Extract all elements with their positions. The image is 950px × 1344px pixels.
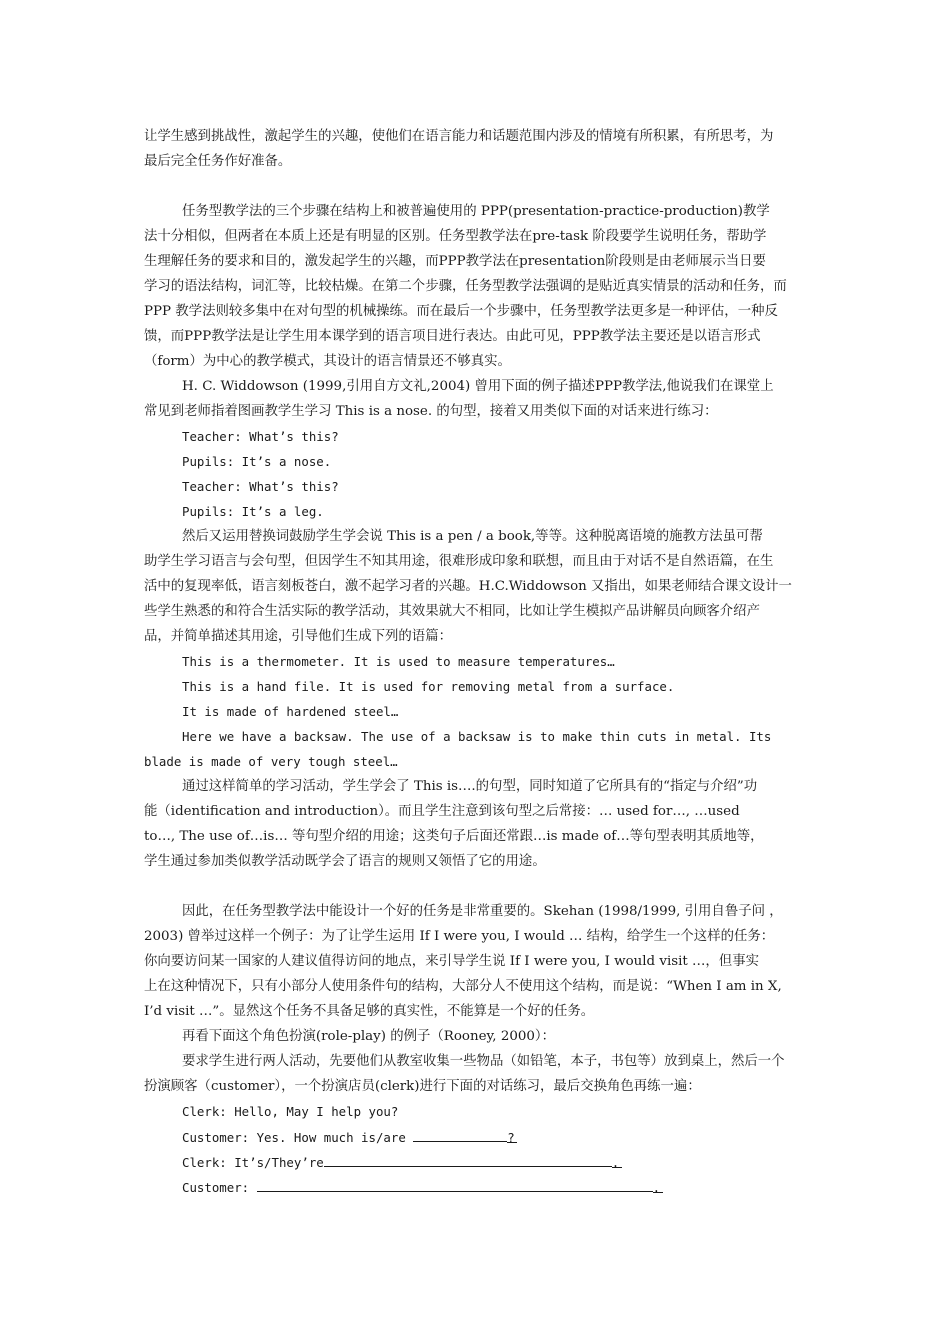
paragraph-line: 2003) 曾举过这样一个例子：为了让学生运用 If I were you, I would … 结构，给学生一个这样的任务：: [144, 929, 775, 944]
answer-blank: [413, 1128, 507, 1142]
period-mark: .: [653, 1179, 663, 1193]
paragraph-line: 让学生感到挑战性，激起学生的兴趣，使他们在语言能力和话题范围内涉及的情境有所积累，有所思考，为: [144, 129, 774, 144]
paragraph-line: 生理解任务的要求和目的，激发起学生的兴趣，而PPP教学法在presentation阶段则是由老师展示当日要: [144, 254, 766, 269]
paragraph-line: 通过这样简单的学习活动，学生学会了 This is….的句型，同时知道了它所具有的“指定与介绍”功: [182, 779, 758, 794]
answer-blank: [324, 1153, 612, 1167]
paragraph-line: 任务型教学法的三个步骤在结构上和被普遍使用的 PPP(presentation-practice-production)教学: [182, 204, 770, 219]
paragraph-line: 品，并简单描述其用途，引导他们生成下列的语篇：: [144, 629, 452, 644]
paragraph-line: 活中的复现率低，语言刻板苍白，激不起学习者的兴趣。H.C.Widdowson 又指出，如果老师结合课文设计一: [144, 579, 792, 594]
paragraph-line: 助学生学习语言与会句型，但因学生不知其用途，很难形成印象和联想，而且由于对话不是自然语篇，在生: [144, 554, 774, 569]
dialogue-text: Customer:: [182, 1180, 250, 1195]
question-mark: ?: [507, 1129, 517, 1143]
paragraph-line: I’d visit …”。显然这个任务不具备足够的真实性，不能算是一个好的任务。: [144, 1004, 595, 1019]
dialogue-blank-line: [182, 1178, 663, 1197]
dialogue-line: Pupils: It’s a leg.: [182, 504, 324, 519]
paragraph-line: 法十分相似，但两者在本质上还是有明显的区别。任务型教学法在pre-task 阶段要学生说明任务，帮助学: [144, 229, 767, 244]
paragraph-line: 上在这种情况下，只有小部分人使用条件句的结构，大部分人不使用这个结构，而是说：“When I am in X,: [144, 979, 782, 994]
paragraph-line: 馈，而PPP教学法是让学生用本课学到的语言项目进行表达。由此可见，PPP教学法主要还是以语言形式: [144, 329, 761, 344]
paragraph-line: 能（identification and introduction）。而且学生注意到该句型之后常接：… used for…, …used: [144, 804, 740, 819]
dialogue-line: Teacher: What’s this?: [182, 479, 339, 494]
dialogue-text: Clerk: It’s/They’re: [182, 1155, 324, 1170]
paragraph-line: 因此，在任务型教学法中能设计一个好的任务是非常重要的。Skehan (1998/1999, 引用自鲁子问 ，: [182, 904, 783, 919]
dialogue-blank-line: [182, 1128, 517, 1147]
example-line: This is a thermometer. It is used to measure temperatures…: [182, 654, 615, 669]
paragraph-line: 学生通过参加类似教学活动既学会了语言的规则又领悟了它的用途。: [144, 854, 546, 869]
paragraph-line: 些学生熟悉的和符合生活实际的教学活动，其效果就大不相同，比如让学生模拟产品讲解员向顾客介绍产: [144, 604, 760, 619]
dialogue-text: Customer: Yes. How much is/are: [182, 1130, 406, 1145]
paragraph-line: 常见到老师指着图画教学生学习 This is a nose. 的句型，接着又用类似下面的对话来进行练习：: [144, 404, 718, 419]
paragraph-line: 学习的语法结构，词汇等，比较枯燥。在第二个步骤，任务型教学法强调的是贴近真实情景的活动和任务，而: [144, 279, 787, 294]
paragraph-line: 扮演顾客（customer），一个扮演店员(clerk)进行下面的对话练习，最后交换角色再练一遍：: [144, 1079, 701, 1094]
example-line: It is made of hardened steel…: [182, 704, 399, 719]
paragraph-line: 然后又运用替换词鼓励学生学会说 This is a pen / a book,等等。这种脱离语境的施教方法虽可帮: [182, 529, 763, 544]
answer-blank: [257, 1178, 653, 1192]
paragraph-line: H. C. Widdowson (1999,引用自方文礼,2004) 曾用下面的例子描述PPP教学法,他说我们在课堂上: [182, 379, 774, 394]
example-line: Here we have a backsaw. The use of a backsaw is to make thin cuts in metal. Its: [182, 729, 772, 744]
paragraph-line: PPP 教学法则较多集中在对句型的机械操练。而在最后一个步骤中，任务型教学法更多是一种评估，一种反: [144, 304, 778, 319]
example-line: This is a hand file. It is used for removing metal from a surface.: [182, 679, 675, 694]
period-mark: .: [612, 1154, 622, 1168]
paragraph-line: to…, The use of…is… 等句型介绍的用途；这类句子后面还常跟…is made of…等句型表明其质地等，: [144, 829, 764, 844]
paragraph-line: 最后完全任务作好准备。: [144, 154, 292, 169]
example-line: blade is made of very tough steel…: [144, 754, 398, 769]
dialogue-line: Clerk: Hello, May I help you?: [182, 1104, 399, 1119]
dialogue-line: Teacher: What’s this?: [182, 429, 339, 444]
paragraph-line: 再看下面这个角色扮演(role-play) 的例子（Rooney, 2000）：: [182, 1029, 555, 1044]
dialogue-blank-line: [182, 1153, 622, 1172]
dialogue-line: Pupils: It’s a nose.: [182, 454, 332, 469]
paragraph-line: （form）为中心的教学模式，其设计的语言情景还不够真实。: [144, 354, 511, 369]
paragraph-line: 要求学生进行两人活动，先要他们从教室收集一些物品（如铅笔，本子，书包等）放到桌上，然后一个: [182, 1054, 785, 1069]
paragraph-line: 你向要访问某一国家的人建议值得访问的地点，来引导学生说 If I were you, I would visit …，但事实: [144, 954, 759, 969]
